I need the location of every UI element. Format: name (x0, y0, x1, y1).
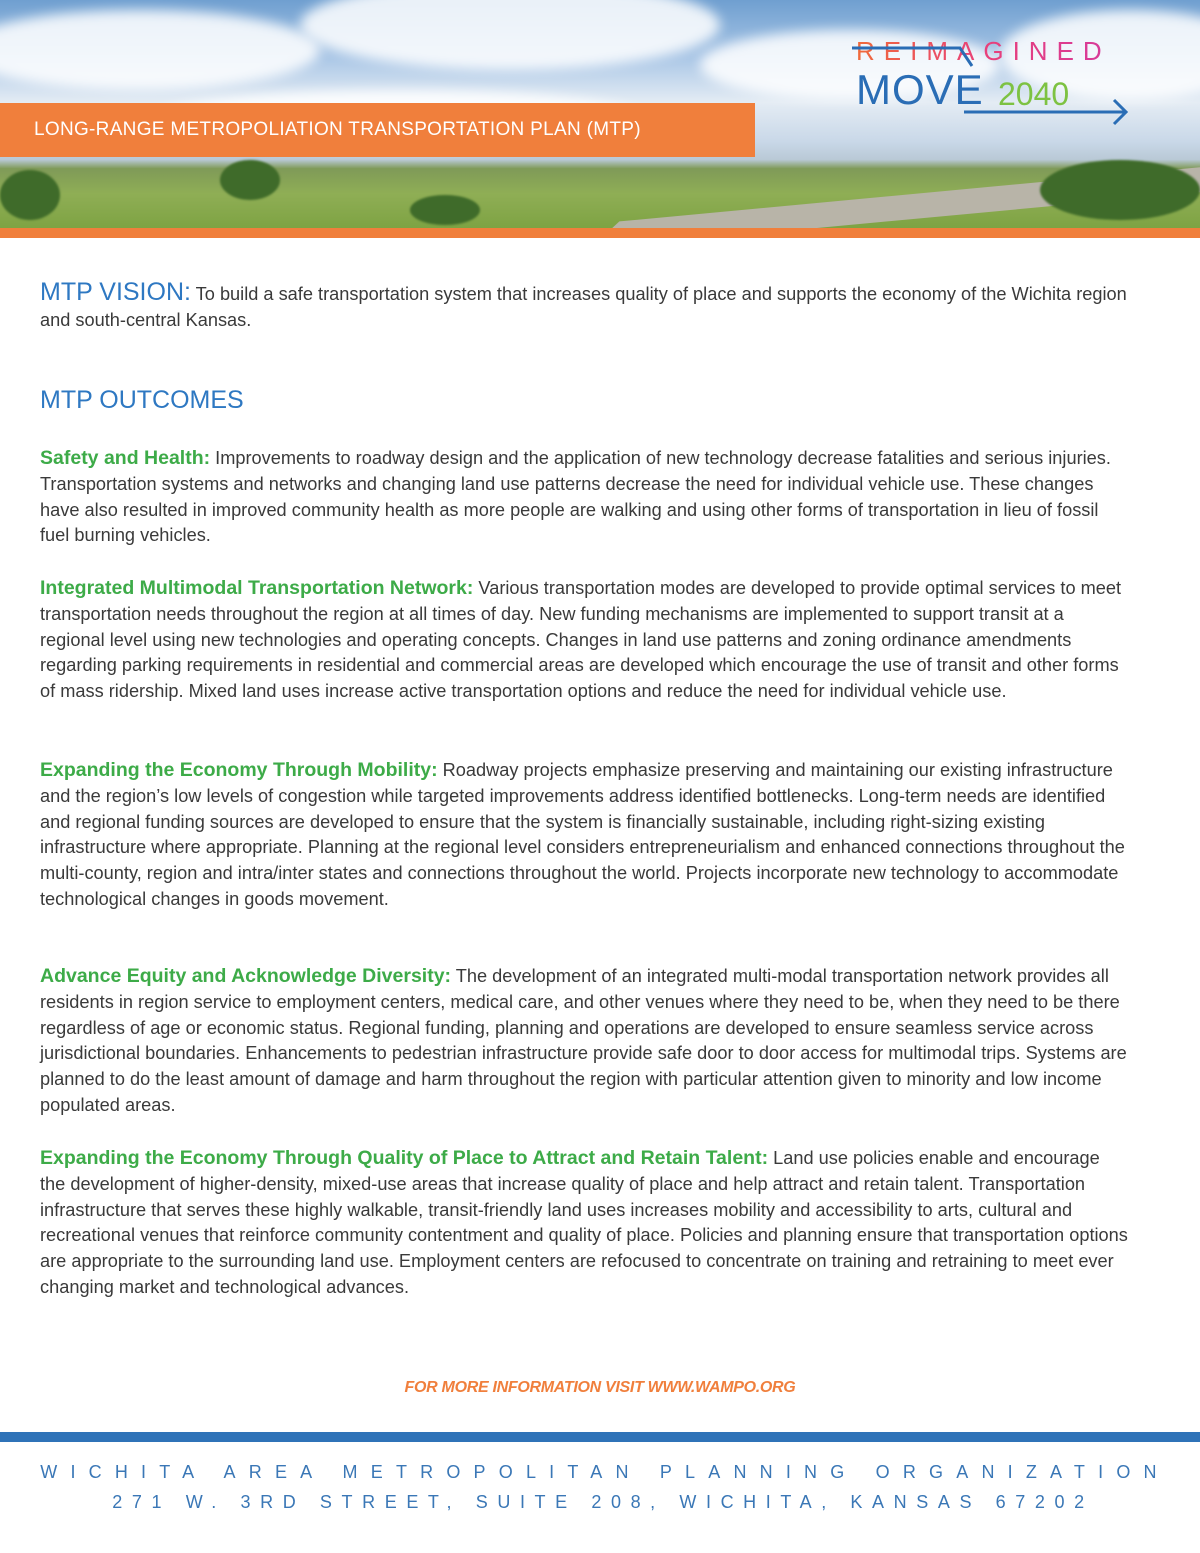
outcome-title: Safety and Health: (40, 447, 211, 469)
arrow-icon (848, 36, 1138, 126)
outcome-multimodal (40, 576, 1130, 705)
outcome-text: The development of an integrated multi-modal transportation network provides all residents in region service to employment centers, medical care, and other venues where they need to be, when they need to be there regardless of age or economic status. Regional funding, planning and operations are developed to ensure seamless service across jurisdictional boundaries. Enhancements to pedestrian infrastructure provide safe door to door access for multimodal trips. Systems are planned to do the least amount of damage and harm throughout the region with particular attention given to minority and low income populated areas. (40, 966, 1127, 1115)
move2040-logo (848, 36, 1138, 126)
mtp-vision (40, 280, 1130, 334)
outcomes-heading: MTP OUTCOMES (40, 386, 244, 414)
logo-reimagined: REIMAGINED (856, 36, 1111, 66)
outcome-quality-of-place (40, 1146, 1130, 1301)
vision-label: MTP VISION: (40, 278, 191, 306)
outcome-economy-mobility (40, 758, 1130, 913)
outcome-title: Integrated Multimodal Transportation Network: (40, 577, 474, 599)
outcome-text: Various transportation modes are developed to provide optimal services to meet transportation needs throughout the region at all times of day. New funding mechanisms are implemented to support transit at a regional level using new technologies and operating concepts. Changes in land use patterns and zoning ordinance amendments regarding parking requirements in residential and commercial areas are developed which encourage the use of transit and other forms of mass ridership. Mixed land uses increase active transportation options and reduce the need for individual vehicle use. (40, 578, 1122, 702)
vision-text: To build a safe transportation system that increases quality of place and supports the economy of the Wichita region and south-central Kansas. (40, 284, 1127, 330)
plan-title: LONG-RANGE METROPOLIATION TRANSPORTATION PLAN (MTP) (34, 119, 641, 140)
outcome-title: Expanding the Economy Through Quality of Place to Attract and Retain Talent: (40, 1147, 769, 1169)
outcome-text: Improvements to roadway design and the application of new technology decrease fatalities and serious injuries. Transportation systems and networks and changing land use patterns decrease the need for individual vehicle use. These changes have also resulted in improved community health as more people are walking and using other forms of transportation in lieu of fossil fuel burning vehicles. (40, 448, 1111, 546)
outcome-title: Advance Equity and Acknowledge Diversity: (40, 965, 452, 987)
logo-year: 2040 (998, 76, 1070, 112)
more-info-link[interactable]: FOR MORE INFORMATION VISIT WWW.WAMPO.ORG (404, 1379, 796, 1396)
outcome-equity (40, 964, 1130, 1119)
footer-divider (0, 1432, 1200, 1442)
outcome-title: Expanding the Economy Through Mobility: (40, 759, 438, 781)
outcome-safety-health (40, 446, 1130, 549)
header-divider (0, 228, 1200, 238)
logo-move: MOVE (856, 66, 984, 113)
plan-title-banner (0, 103, 755, 157)
outcome-text: Land use policies enable and encourage the development of higher-density, mixed-use areas that increase quality of place and help attract and retain talent. Transportation infrastructure that serves these highly walkable, transit-friendly land uses increases mobility and accessibility to arts, cultural and recreational venues that reinforce community contentment and quality of place. Policies and planning ensure that transportation options are appropriate to the surrounding land use. Employment centers are refocused to concentrate on training and retraining to meet ever changing market and technological advances. (40, 1148, 1128, 1297)
organization-name: WICHITA AREA METROPOLITAN PLANNING ORGANIZATION (40, 1462, 1170, 1482)
organization-address: 271 W. 3RD STREET, SUITE 208, WICHITA, KANSAS 67202 (112, 1492, 1094, 1512)
outcome-text: Roadway projects emphasize preserving and maintaining our existing infrastructure and the region’s low levels of congestion while targeted improvements address identified bottlenecks. Long-term needs are identified and regional funding sources are developed to ensure that the system is financially sustainable, including right-sizing existing infrastructure where appropriate. Planning at the regional level considers entrepreneurialism and enhanced connections throughout the multi-county, region and intra/inter states and connections throughout the world. Projects incorporate new technology to accommodate technological changes in goods movement. (40, 760, 1125, 909)
